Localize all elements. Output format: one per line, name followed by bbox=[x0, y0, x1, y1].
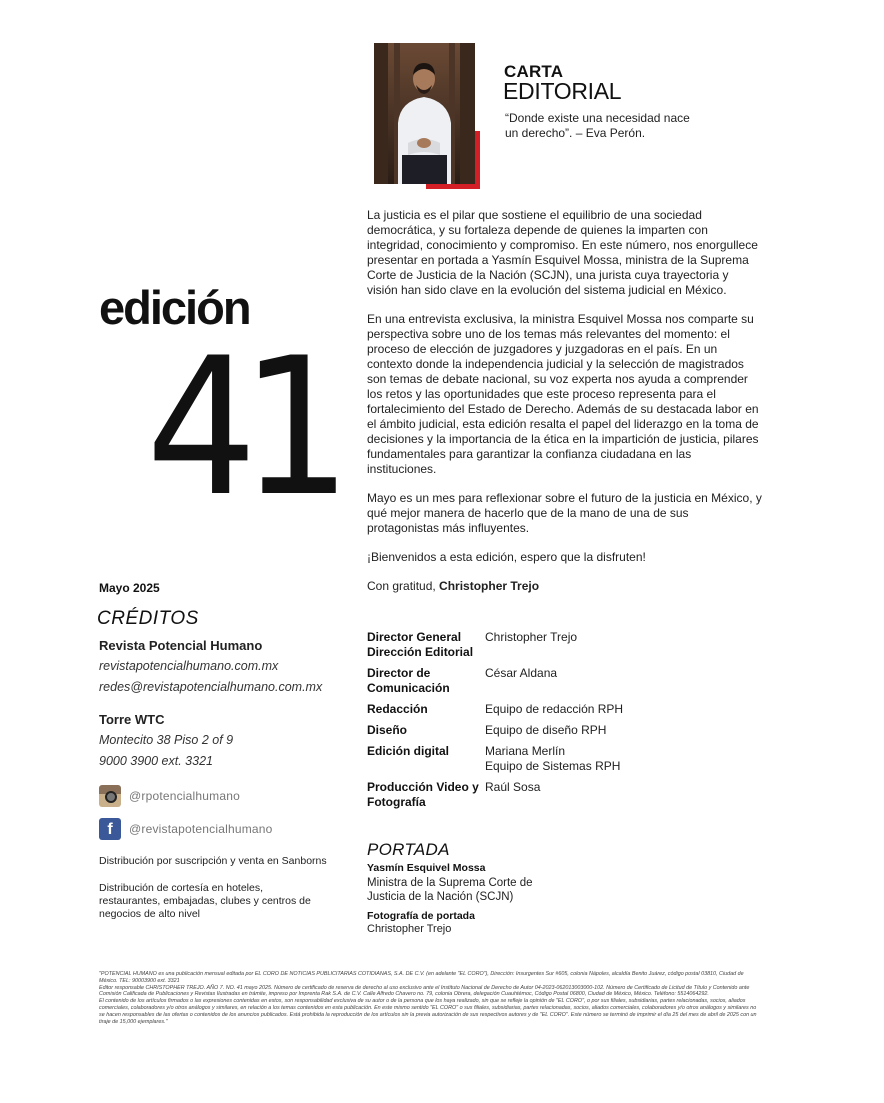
signature-prefix: Con gratitud, bbox=[367, 579, 440, 593]
staff-name: Raúl Sosa bbox=[485, 780, 541, 794]
staff-row bbox=[367, 630, 647, 660]
editor-photo bbox=[374, 43, 475, 184]
edition-date: Mayo 2025 bbox=[99, 581, 160, 595]
staff-role: Diseño bbox=[367, 723, 408, 737]
cover-photographer: Christopher Trejo bbox=[367, 923, 452, 935]
staff-name: Equipo de diseño RPH bbox=[485, 723, 607, 737]
staff-table bbox=[367, 630, 647, 816]
legal-notice bbox=[99, 971, 759, 1025]
distribution-courtesy: Distribución de cortesía en hoteles, restaurantes, embajadas, clubes y centros de negocios de alto nivel bbox=[99, 882, 311, 920]
instagram-row[interactable] bbox=[99, 785, 240, 807]
magazine-website-link[interactable]: revistapotencialhumano.com.mx bbox=[99, 659, 279, 673]
facebook-row[interactable] bbox=[99, 818, 273, 840]
editor-photo-illustration bbox=[374, 43, 475, 184]
cover-person-name: Yasmín Esquivel Mossa bbox=[367, 862, 486, 874]
staff-name: Mariana Merlín Equipo de Sistemas RPH bbox=[485, 744, 621, 773]
staff-row bbox=[367, 702, 647, 717]
editorial-paragraph-3: Mayo es un mes para reflexionar sobre el futuro de la justicia en México, y qué mejor manera de hacerlo que de la mano de una de sus protagonistas más influyentes. bbox=[367, 491, 762, 535]
staff-row bbox=[367, 780, 647, 810]
editorial-quote: “Donde existe una necesidad nace un derecho”. – Eva Perón. bbox=[505, 111, 690, 140]
staff-role: Redacción bbox=[367, 702, 428, 716]
editorial-signature bbox=[367, 579, 762, 594]
office-phone: 9000 3900 ext. 3321 bbox=[99, 754, 213, 768]
editorial-paragraph-4: ¡Bienvenidos a esta edición, espero que la disfruten! bbox=[367, 550, 646, 564]
editorial-body bbox=[367, 208, 762, 608]
cover-person-role: Ministra de la Suprema Corte de Justicia de la Nación (SCJN) bbox=[367, 877, 533, 903]
staff-row bbox=[367, 723, 647, 738]
cover-title: PORTADA bbox=[367, 840, 450, 859]
edition-number: 41 bbox=[146, 317, 336, 538]
edition-label: edición bbox=[99, 281, 250, 334]
signature-name: Christopher Trejo bbox=[439, 579, 540, 593]
instagram-handle[interactable]: @rpotencialhumano bbox=[129, 789, 240, 803]
facebook-handle[interactable]: @revistapotencialhumano bbox=[129, 822, 273, 836]
magazine-name: Revista Potencial Humano bbox=[99, 638, 263, 653]
office-address: Montecito 38 Piso 2 of 9 bbox=[99, 733, 234, 747]
paragraph-1-highlight: Yasmín Esquivel Mossa bbox=[491, 253, 619, 267]
instagram-icon[interactable] bbox=[99, 785, 121, 807]
staff-role: Director General Dirección Editorial bbox=[367, 630, 474, 659]
staff-name: Christopher Trejo bbox=[485, 630, 578, 644]
staff-role: Producción Video y Fotografía bbox=[367, 780, 479, 809]
credits-title: CRÉDITOS bbox=[97, 608, 199, 629]
paragraph-1-text-b: , ministra de la Suprema Corte de Justicia de la Nación (SCJN), una jurista cuya trayectoria y visión han sido clave en la evolución del sistema judicial en México. bbox=[367, 253, 749, 297]
staff-name: César Aldana bbox=[485, 666, 558, 680]
editorial-paragraph-2: En una entrevista exclusiva, la ministra Esquivel Mossa nos comparte su perspectiva sobre uno de los temas más relevantes del momento: el proceso de elección de juzgadores y juzgadoras en el país. En un contexto donde la independencia judicial y la selección de magistrados son temas de debate nacional, su voz experta nos ayuda a comprender los retos y las oportunidades que este proceso representa para el fortalecimiento del Estado de Derecho. Además de su destacada labor en el ámbito judicial, esta edición resalta el papel del liderazgo en la toma de decisiones y la importancia de la ética en la impartición de justicia, pilares fundamentales para garantizar la confianza ciudadana en las instituciones. bbox=[367, 312, 759, 476]
editor-photo-frame bbox=[374, 43, 480, 189]
staff-role: Edición digital bbox=[367, 744, 450, 758]
legal-paragraph-1: "POTENCIAL HUMANO es una publicación mensual editada por EL CORO DE NOTICIAS PUBLICITARIAS COTIDIANAS, S.A. DE C.V. (en adelante "EL CORO"), Dirección: Insurgentes Sur #605, colonia Nápoles, alcaldía Benito Juárez, código postal 03810, Ciudad de México. TEL: 90003900 ext. 3321 bbox=[99, 971, 744, 984]
editorial-subtitle: EDITORIAL bbox=[503, 78, 622, 104]
paragraph-1-text-a: La justicia es el pilar que sostiene el equilibrio de una sociedad democrática, y su fortaleza depende de quienes la imparten con integridad, conocimiento y compromiso. En este número, nos enorgullece presentar en portada a bbox=[367, 208, 758, 267]
staff-role: Director de Comunicación bbox=[367, 666, 450, 695]
editorial-paragraph-1 bbox=[367, 208, 762, 298]
legal-paragraph-2: Editor responsable CHRISTOPHER TREJO. AÑO 7. NO. 41 mayo 2025. Número de certificado de reserva de derecho al uso exclusivo ante el Instituto Nacional de Derecho de Autor 04-2023-062013003000-102. Número de Certificado de Licitud de Título y Contenido ante Comisión Calificada de Publicaciones y Revistas Ilustradas en trámite, impreso por Imprenta Rak S.A. de C.V. Calle Alfredo Chavero no. 79, colonia Obrera, delegación Cuauhtémoc, Código Postal 06800, Ciudad de México, México. Teléfono: 5514064292. bbox=[99, 984, 750, 998]
office-building-name: Torre WTC bbox=[99, 712, 165, 727]
staff-name: Equipo de redacción RPH bbox=[485, 702, 624, 716]
cover-photo-label: Fotografía de portada bbox=[367, 910, 475, 922]
staff-row bbox=[367, 744, 647, 774]
distribution-subscription: Distribución por suscripción y venta en Sanborns bbox=[99, 855, 327, 867]
carta-title: CARTA bbox=[504, 62, 564, 81]
staff-row bbox=[367, 666, 647, 696]
facebook-icon[interactable]: f bbox=[99, 818, 121, 840]
magazine-email-link[interactable]: redes@revistapotencialhumano.com.mx bbox=[99, 680, 323, 694]
legal-paragraph-3: El contenido de los artículos firmados o las expresiones contenidas en estos, son responsabilidad exclusiva de su autor o de la persona que los haya realizado, sin que se refleje la opinión de "EL CORO", o por sus filiales, subsidiarias, partes relacionadas, socios, aliados comerciales, colaboradores y/o otros análogos y similares, en relación a los temas contenidos en esta publicación. En este mismo sentido "EL CORO" o sus filiales, subsidiarias, partes relacionadas, socios, aliados comerciales, colaboradores y/o otros análogos y similares no se hacen responsables de las ofertas o contenidos de los anuncios publicados. Está prohibida la reproducción de los artículos sin la previa autorización de sus respectivos autores y de "EL CORO". Este número se terminó de imprimir el día 25 del mes de abril de 2025 con un tiraje de 15,000 ejemplares." bbox=[99, 998, 757, 1025]
